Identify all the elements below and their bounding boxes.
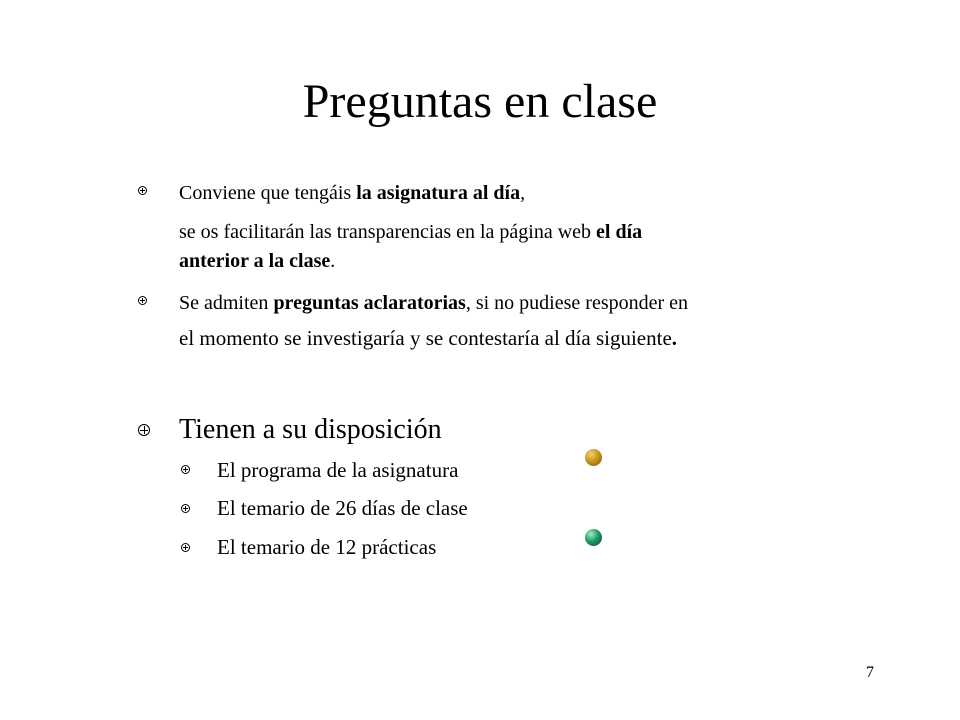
bullet-1-line-3-bold: anterior a la clase <box>179 250 331 272</box>
circle-plus-bullet-icon <box>181 504 190 513</box>
gold-orb-icon[interactable] <box>585 449 602 466</box>
resources-heading: Tienen a su disposición <box>179 414 442 445</box>
bullet-2-line-1 <box>179 290 688 316</box>
circle-plus-bullet-icon <box>138 424 150 436</box>
bullet-2-line-1-bold: preguntas aclaratorias <box>273 292 466 314</box>
resource-item-programa: El programa de la asignatura <box>217 458 459 482</box>
slide-title: Preguntas en clase <box>302 75 658 128</box>
bullet-2-line-1-prefix: Se admiten <box>179 292 274 314</box>
bullet-1-line-3-suffix: . <box>330 250 336 272</box>
bullet-1-line-2-prefix: se os facilitarán las transparencias en la página web <box>179 221 597 243</box>
bullet-1-line-3 <box>179 248 335 274</box>
resource-item-temario-practicas: El temario de 12 prácticas <box>217 535 437 559</box>
resource-item-temario-clase: El temario de 26 días de clase <box>217 496 468 520</box>
circle-plus-bullet-icon <box>138 296 147 305</box>
bullet-2-line-2-text: el momento se investigaría y se contestaría al día siguiente <box>179 326 672 350</box>
bullet-1-line-1-prefix: Conviene que tengáis <box>179 182 357 204</box>
circle-plus-bullet-icon <box>138 186 147 195</box>
bullet-2-line-1-suffix: , si no pudiese responder en <box>465 292 689 314</box>
bullet-1-line-1 <box>179 180 525 206</box>
bullet-1-line-2-bold: el día <box>596 221 643 243</box>
bullet-2-line-2-suffix: . <box>671 326 678 350</box>
circle-plus-bullet-icon <box>181 543 190 552</box>
page-number: 7 <box>866 664 874 681</box>
bullet-2-line-2 <box>179 324 677 352</box>
circle-plus-bullet-icon <box>181 465 190 474</box>
green-orb-icon[interactable] <box>585 529 602 546</box>
bullet-1-line-1-bold: la asignatura al día <box>356 182 521 204</box>
bullet-1-line-2 <box>179 219 642 245</box>
bullet-1-line-1-suffix: , <box>520 182 526 204</box>
